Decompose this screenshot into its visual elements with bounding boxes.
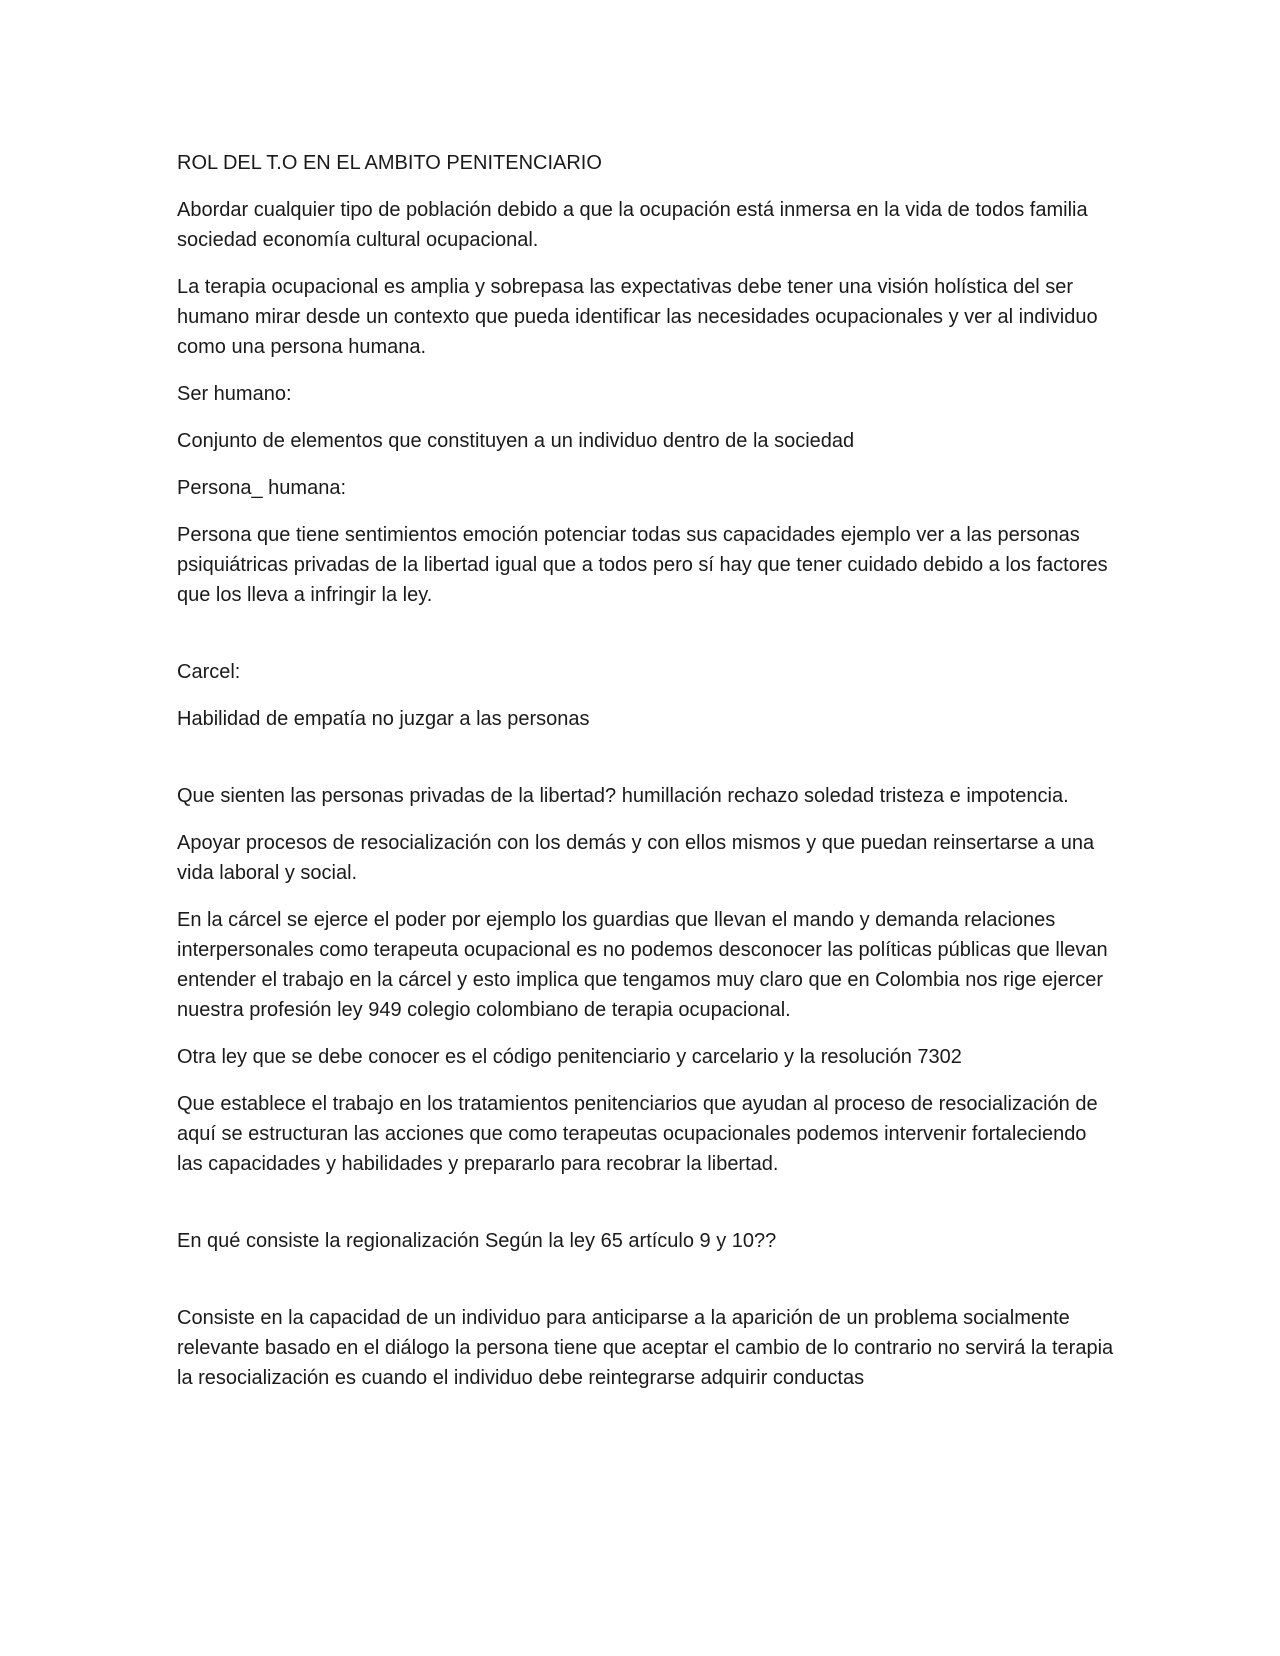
paragraph-apoyar-procesos: Apoyar procesos de resocialización con los demás y con ellos mismos y que puedan reinsertarse a una vida laboral y social. — [177, 832, 1095, 884]
paragraph-ser-humano-definition: Conjunto de elementos que constituyen a un individuo dentro de la sociedad — [177, 430, 855, 452]
paragraph-persona-humana-definition: Persona que tiene sentimientos emoción potenciar todas sus capacidades ejemplo ver a las personas psiquiátricas privadas de la libertad igual que a todos pero sí hay que tener cuidado debido a los factores que los lleva a infringir la ley. — [177, 524, 1108, 606]
paragraph-regionalizacion-question: En qué consiste la regionalización Según la ley 65 artículo 9 y 10?? — [177, 1230, 777, 1252]
paragraph-que-establece: Que establece el trabajo en los tratamientos penitenciarios que ayudan al proceso de resocialización de aquí se estructuran las acciones que como terapeutas ocupacionales podemos intervenir fortaleciendo las capacidades y habilidades y prepararlo para recobrar la libertad. — [177, 1093, 1098, 1175]
paragraph-abordar: Abordar cualquier tipo de población debido a que la ocupación está inmersa en la vida de todos familia sociedad economía cultural ocupacional. — [177, 199, 1088, 251]
heading-ser-humano: Ser humano: — [177, 383, 292, 405]
heading-persona-humana: Persona_ humana: — [177, 477, 347, 499]
paragraph-carcel-poder: En la cárcel se ejerce el poder por ejemplo los guardias que llevan el mando y demanda relaciones interpersonales como terapeuta ocupacional es no podemos desconocer las políticas públicas que llevan entender el trabajo en la cárcel y esto implica que tengamos muy claro que en Colombia nos rige ejercer nuestra profesión ley 949 colegio colombiano de terapia ocupacional. — [177, 909, 1108, 1021]
paragraph-terapia-ocupacional: La terapia ocupacional es amplia y sobrepasa las expectativas debe tener una visión holística del ser humano mirar desde un contexto que pueda identificar las necesidades ocupacionales y ver al individuo como una persona humana. — [177, 276, 1098, 358]
paragraph-consiste: Consiste en la capacidad de un individuo para anticiparse a la aparición de un problema socialmente relevante basado en el diálogo la persona tiene que aceptar el cambio de lo contrario no servirá la terapia la resocialización es cuando el individuo debe reintegrarse adquirir conductas — [177, 1307, 1114, 1389]
paragraph-otra-ley: Otra ley que se debe conocer es el código penitenciario y carcelario y la resolución 7302 — [177, 1046, 962, 1068]
paragraph-habilidad-empatia: Habilidad de empatía no juzgar a las personas — [177, 708, 590, 730]
heading-carcel: Carcel: — [177, 661, 241, 683]
document-title: ROL DEL T.O EN EL AMBITO PENITENCIARIO — [177, 152, 602, 174]
paragraph-que-sienten: Que sienten las personas privadas de la libertad? humillación rechazo soledad tristeza e impotencia. — [177, 785, 1069, 807]
document-body — [177, 148, 1117, 1410]
